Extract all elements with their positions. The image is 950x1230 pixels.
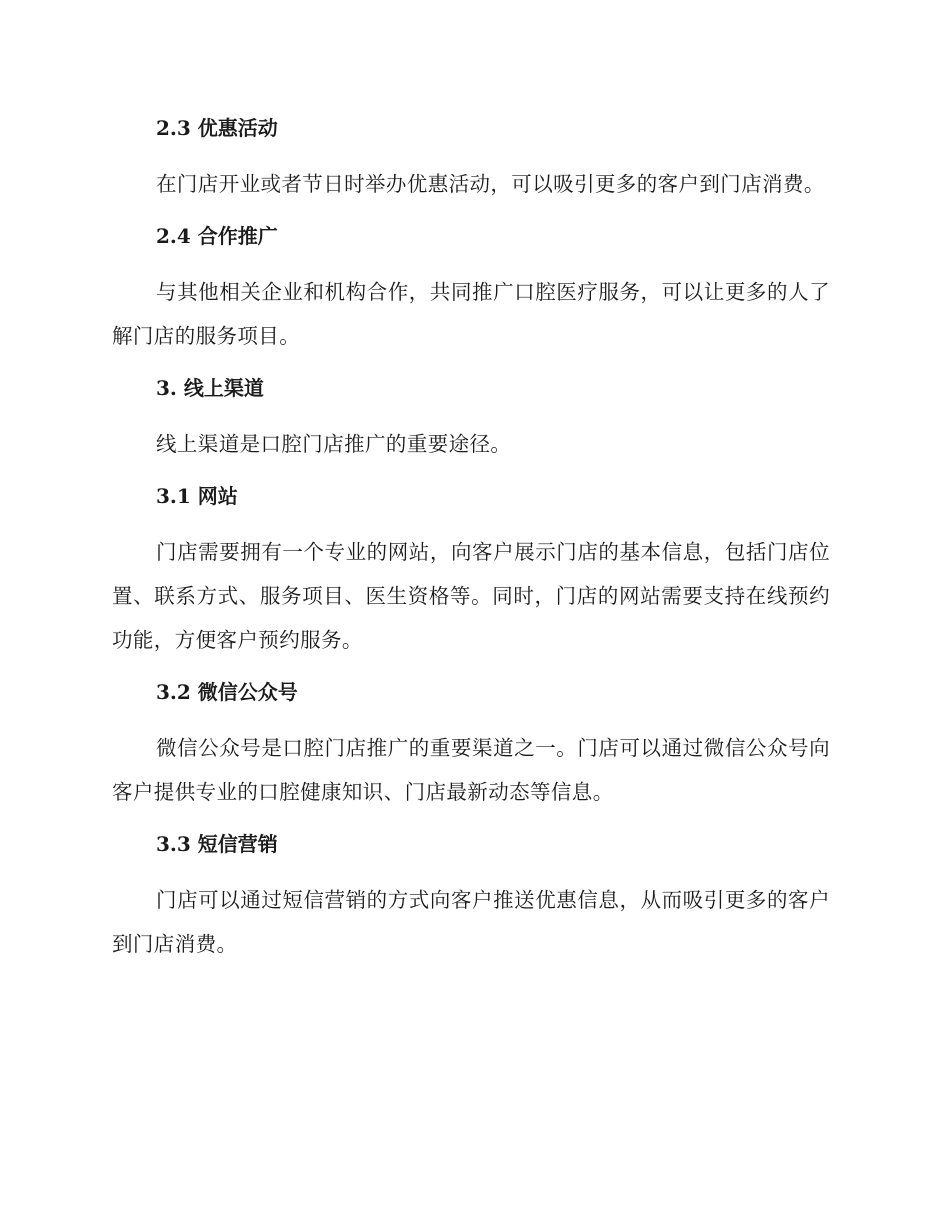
section-heading-3-3: 3.3 短信营销: [156, 832, 278, 856]
section-paragraph-3-2: 微信公众号是口腔门店推广的重要渠道之一。门店可以通过微信公众号向客户提供专业的口腔健康知识、门店最新动态等信息。: [112, 736, 830, 804]
document-page: [112, 108, 830, 966]
section-heading-2-3: 2.3 优惠活动: [156, 116, 278, 140]
section-heading-3-1: 3.1 网站: [156, 484, 238, 508]
section-heading-3-2: 3.2 微信公众号: [156, 680, 298, 704]
section-paragraph-3-3: 门店可以通过短信营销的方式向客户推送优惠信息，从而吸引更多的客户到门店消费。: [112, 888, 830, 956]
section-paragraph-3-1: 门店需要拥有一个专业的网站，向客户展示门店的基本信息，包括门店位置、联系方式、服务项目、医生资格等。同时，门店的网站需要支持在线预约功能，方便客户预约服务。: [112, 540, 830, 652]
section-paragraph-3: 线上渠道是口腔门店推广的重要途径。: [156, 432, 512, 456]
section-heading-2-4: 2.4 合作推广: [156, 224, 278, 248]
section-paragraph-2-4: 与其他相关企业和机构合作，共同推广口腔医疗服务，可以让更多的人了解门店的服务项目。: [112, 280, 830, 348]
section-paragraph-2-3: 在门店开业或者节日时举办优惠活动，可以吸引更多的客户到门店消费。: [156, 172, 825, 196]
section-heading-3: 3. 线上渠道: [156, 376, 264, 400]
